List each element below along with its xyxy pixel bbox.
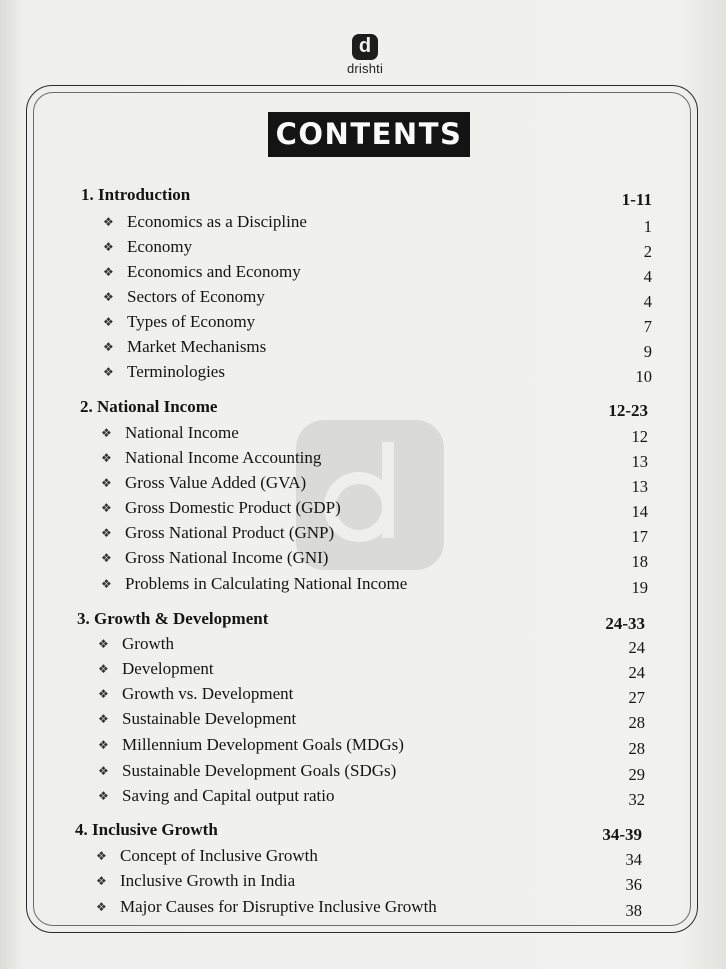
toc-entry: [103, 237, 192, 257]
toc-entry-page: 32: [628, 790, 645, 809]
diamond-bullet-icon: ❖: [96, 874, 107, 888]
diamond-bullet-icon: ❖: [101, 451, 112, 465]
toc-entry-page: 28: [628, 713, 645, 732]
diamond-bullet-icon: ❖: [98, 712, 109, 726]
chapter-page-range: 24-33: [605, 614, 645, 633]
toc-entry: [96, 897, 437, 917]
toc-entry-page: 7: [643, 317, 652, 336]
diamond-bullet-icon: ❖: [98, 687, 109, 701]
toc-entry-label: Millennium Development Goals (MDGs): [122, 735, 404, 754]
toc-entry-label: Gross Value Added (GVA): [125, 473, 307, 492]
chapter-page-range: 12-23: [608, 401, 648, 420]
toc-entry-page: 24: [628, 663, 645, 682]
toc-entry: [98, 684, 293, 704]
brand-name: drishti: [346, 61, 384, 76]
toc-entry-label: Types of Economy: [127, 312, 256, 331]
toc-entry-label: Major Causes for Disruptive Inclusive Growth: [120, 897, 437, 916]
diamond-bullet-icon: ❖: [103, 265, 114, 279]
toc-entry-page: 10: [635, 367, 652, 386]
toc-entry: [98, 634, 174, 654]
toc-entry: [96, 846, 318, 866]
diamond-bullet-icon: ❖: [98, 789, 109, 803]
chapter-title: 4. Inclusive Growth: [75, 820, 218, 839]
toc-entry: [103, 287, 265, 307]
toc-entry: [101, 574, 407, 594]
toc-entry-page: 29: [628, 765, 645, 784]
toc-entry-page: 4: [643, 267, 652, 286]
diamond-bullet-icon: ❖: [103, 365, 114, 379]
chapter-title: 3. Growth & Development: [77, 609, 269, 628]
toc-entry-label: Gross Domestic Product (GDP): [125, 498, 341, 517]
diamond-bullet-icon: ❖: [98, 738, 109, 752]
diamond-bullet-icon: ❖: [101, 501, 112, 515]
chapter-title: 1. Introduction: [81, 185, 191, 204]
diamond-bullet-icon: ❖: [103, 290, 114, 304]
toc-entry-page: 14: [631, 502, 648, 521]
toc-entry: [101, 473, 306, 493]
toc-entry-page: 18: [631, 552, 648, 571]
toc-entry-label: Concept of Inclusive Growth: [120, 846, 318, 865]
toc-entry-label: Gross National Income (GNI): [125, 548, 329, 567]
logo-letter: d: [358, 34, 372, 57]
toc-entry: [101, 448, 321, 468]
toc-entry: [101, 423, 239, 443]
chapter-page-range: 1-11: [621, 190, 652, 209]
toc-entry: [103, 362, 225, 382]
toc-entry-label: Sectors of Economy: [127, 287, 265, 306]
toc-entry-page: 13: [631, 477, 648, 496]
toc-entry: [103, 337, 266, 357]
toc-entry-label: Economics as a Discipline: [127, 212, 307, 231]
toc-entry-label: Sustainable Development Goals (SDGs): [122, 761, 397, 780]
diamond-bullet-icon: ❖: [98, 662, 109, 676]
toc-entry-page: 1: [643, 217, 652, 236]
toc-entry-page: 12: [631, 427, 648, 446]
toc-entry: [98, 659, 214, 679]
diamond-bullet-icon: ❖: [103, 315, 114, 329]
toc-entry-label: National Income Accounting: [125, 448, 322, 467]
toc-entry-label: Inclusive Growth in India: [120, 871, 296, 890]
diamond-bullet-icon: ❖: [96, 849, 107, 863]
toc-entry: [98, 709, 296, 729]
diamond-bullet-icon: ❖: [101, 476, 112, 490]
toc-entry-page: 4: [643, 292, 652, 311]
diamond-bullet-icon: ❖: [101, 526, 112, 540]
diamond-bullet-icon: ❖: [103, 340, 114, 354]
toc-entry-page: 2: [643, 242, 652, 261]
diamond-bullet-icon: ❖: [98, 764, 109, 778]
toc-entry-page: 27: [628, 688, 645, 707]
toc-entry-page: 9: [643, 342, 652, 361]
toc-entry-page: 36: [625, 875, 642, 894]
diamond-bullet-icon: ❖: [101, 577, 112, 591]
toc-entry-label: Sustainable Development: [122, 709, 297, 728]
toc-entry-label: Terminologies: [127, 362, 225, 381]
toc-entry: [101, 523, 334, 543]
toc-entry-label: Gross National Product (GNP): [125, 523, 335, 542]
toc-entry-page: 17: [631, 527, 648, 546]
chapter-title: 2. National Income: [80, 397, 218, 416]
toc-entry-label: Saving and Capital output ratio: [122, 786, 335, 805]
diamond-bullet-icon: ❖: [103, 215, 114, 229]
toc-entry-page: 34: [625, 850, 642, 869]
toc-entry-page: 13: [631, 452, 648, 471]
diamond-bullet-icon: ❖: [101, 426, 112, 440]
chapter-page-range: 34-39: [602, 825, 642, 844]
toc-entry-label: Growth vs. Development: [122, 684, 294, 703]
toc-entry: [98, 735, 404, 755]
toc-entry-label: Development: [122, 659, 214, 678]
toc-entry-page: 19: [631, 578, 648, 597]
diamond-bullet-icon: ❖: [101, 551, 112, 565]
diamond-bullet-icon: ❖: [96, 900, 107, 914]
diamond-bullet-icon: ❖: [103, 240, 114, 254]
toc-entry-page: 38: [625, 901, 642, 920]
toc-entry-label: Market Mechanisms: [127, 337, 267, 356]
toc-entry: [98, 761, 396, 781]
toc-entry-label: Economy: [127, 237, 193, 256]
toc-entry: [101, 498, 341, 518]
diamond-bullet-icon: ❖: [98, 637, 109, 651]
toc-entry: [103, 212, 307, 232]
toc-entry: [103, 262, 301, 282]
toc-entry: [101, 548, 328, 568]
toc-entry-label: National Income: [125, 423, 239, 442]
page-title: CONTENTS: [268, 112, 470, 157]
toc-entry-label: Problems in Calculating National Income: [125, 574, 408, 593]
toc-entry-label: Growth: [122, 634, 174, 653]
toc-entry-page: 24: [628, 638, 645, 657]
toc-entry: [98, 786, 334, 806]
toc-entry-page: 28: [628, 739, 645, 758]
toc-entry: [96, 871, 295, 891]
toc-entry-label: Economics and Economy: [127, 262, 301, 281]
toc-entry: [103, 312, 255, 332]
